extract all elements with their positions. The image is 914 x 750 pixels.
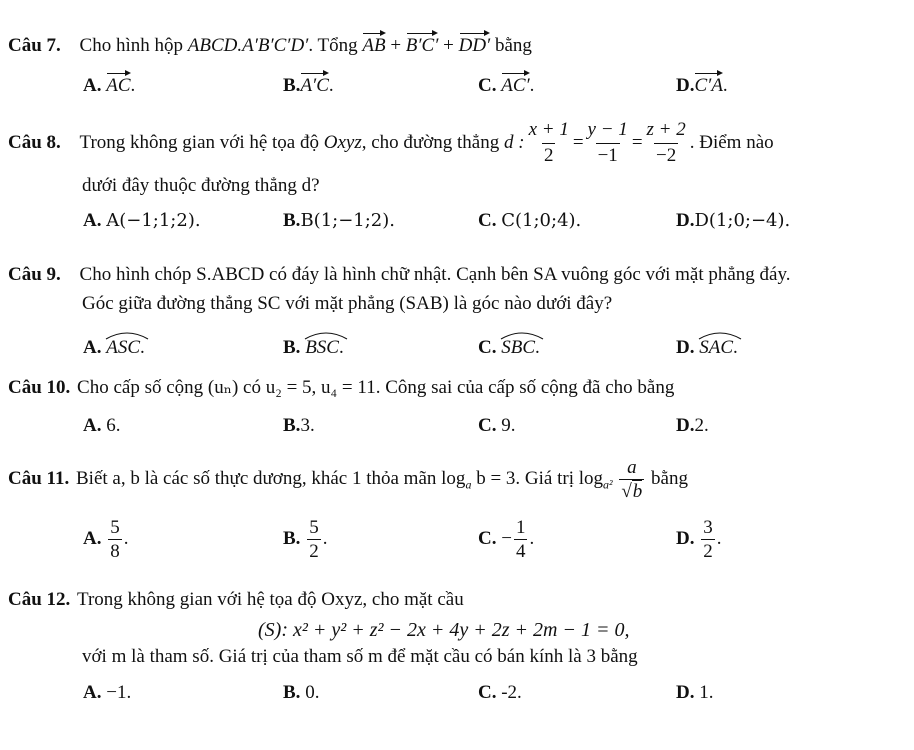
answer-option[interactable]: C. -2.	[478, 682, 522, 703]
fraction: $\frac{z + 2}{-2}$	[646, 119, 686, 166]
vector-ab: AB	[362, 32, 385, 55]
question-9: Câu 9. Cho hình chóp S.ABCD có đáy là hình chữ nhật. Cạnh bên SA vuông góc với mặt phẳng đáy.	[8, 264, 791, 285]
answer-option[interactable]: A. ASC.	[83, 338, 145, 357]
fraction: $\frac{a}{√b}$	[621, 457, 643, 502]
answer-option[interactable]: D. $\frac{3}{2}$ .	[676, 517, 722, 562]
question-8: Câu 8. Trong không gian với hệ tọa độ Oxyz, cho đường thẳng d : $\frac{x + 1}{2}$ = $\frac{y - 1}{-1}$ = $\frac{z + 2}{-2}$ . Điểm nào	[8, 119, 774, 166]
arc-icon	[500, 330, 544, 340]
question-10: Câu 10. Cho cấp số cộng (uₙ) có u₂ = 5, u₄ = 11. Công sai của cấp số cộng đã cho bằng	[8, 377, 675, 398]
fraction: $\frac{3}{2}$	[703, 517, 713, 562]
sphere-equation: (S): x² + y² + z² − 2x + 4y + 2z + 2m − 1 = 0,	[258, 619, 630, 641]
answer-option[interactable]: D.D(1;0;−4).	[676, 210, 791, 231]
fraction: $\frac{x + 1}{2}$	[528, 119, 569, 166]
answer-option[interactable]: B.3.	[283, 415, 315, 436]
arc-icon	[105, 330, 149, 340]
sqrt-icon: √	[621, 481, 632, 502]
vector-bc: B′C′	[406, 32, 439, 55]
question-number: Câu 12.	[8, 589, 71, 610]
answer-option[interactable]: B. 0.	[283, 682, 320, 703]
answer-option[interactable]: C. 9.	[478, 415, 516, 436]
answer-option[interactable]: D. 1.	[676, 682, 714, 703]
fraction: $\frac{5}{2}$	[309, 517, 319, 562]
answer-option[interactable]: A. AC.	[83, 72, 135, 95]
arc-icon	[698, 330, 742, 340]
fraction: $\frac{y - 1}{-1}$	[587, 119, 628, 166]
answer-option[interactable]: B.B(1;−1;2).	[283, 210, 395, 231]
fraction: $\frac{5}{8}$	[110, 517, 120, 562]
answer-option[interactable]: A. A(−1;1;2).	[83, 210, 201, 231]
question-number: Câu 11.	[8, 467, 70, 489]
fraction: $\frac{1}{4}$	[515, 517, 526, 562]
question-number: Câu 7.	[8, 35, 61, 56]
answer-option[interactable]: C. AC′.	[478, 72, 534, 95]
answer-option[interactable]: C. SBC.	[478, 338, 540, 357]
arc-icon	[304, 330, 348, 340]
answer-option[interactable]: A. $\frac{5}{8}$ .	[83, 517, 129, 562]
answer-option[interactable]: A. 6.	[83, 415, 121, 436]
vector-dd: DD′	[459, 32, 491, 55]
answer-option[interactable]: D.2.	[676, 415, 709, 436]
question-12-line3: với m là tham số. Giá trị của tham số m để mặt cầu có bán kính là 3 bằng	[82, 646, 638, 667]
answer-option[interactable]: B.A′C.	[283, 72, 334, 95]
question-number: Câu 9.	[8, 264, 61, 285]
answer-option[interactable]: C. C(1;0;4).	[478, 210, 582, 231]
question-number: Câu 10.	[8, 377, 71, 398]
answer-option[interactable]: D.C′A.	[676, 72, 728, 95]
answer-option[interactable]: C. − $\frac{1}{4}$ .	[478, 517, 535, 562]
question-12: Câu 12. Trong không gian với hệ tọa độ Oxyz, cho mặt cầu	[8, 589, 464, 610]
answer-option[interactable]: B. BSC.	[283, 338, 344, 357]
answer-option[interactable]: A. −1.	[83, 682, 132, 703]
question-11: Câu 11. Biết a, b là các số thực dương, khác 1 thỏa mãn $\log_a b = 3$. Giá trị $\log_{a^2}$ $\frac{a}{√b}$ bằng	[8, 457, 688, 502]
question-8-line2: dưới đây thuộc đường thẳng d?	[82, 175, 320, 196]
question-9-line2: Góc giữa đường thẳng SC với mặt phẳng (SAB) là góc nào dưới đây?	[82, 293, 613, 314]
answer-option[interactable]: D. SAC.	[676, 338, 738, 357]
question-7: Câu 7. Cho hình hộp ABCD.A′B′C′D′. Tổng AB + B′C′ + DD′ bằng	[8, 32, 532, 55]
question-number: Câu 8.	[8, 131, 61, 153]
answer-option[interactable]: B. $\frac{5}{2}$ .	[283, 517, 328, 562]
